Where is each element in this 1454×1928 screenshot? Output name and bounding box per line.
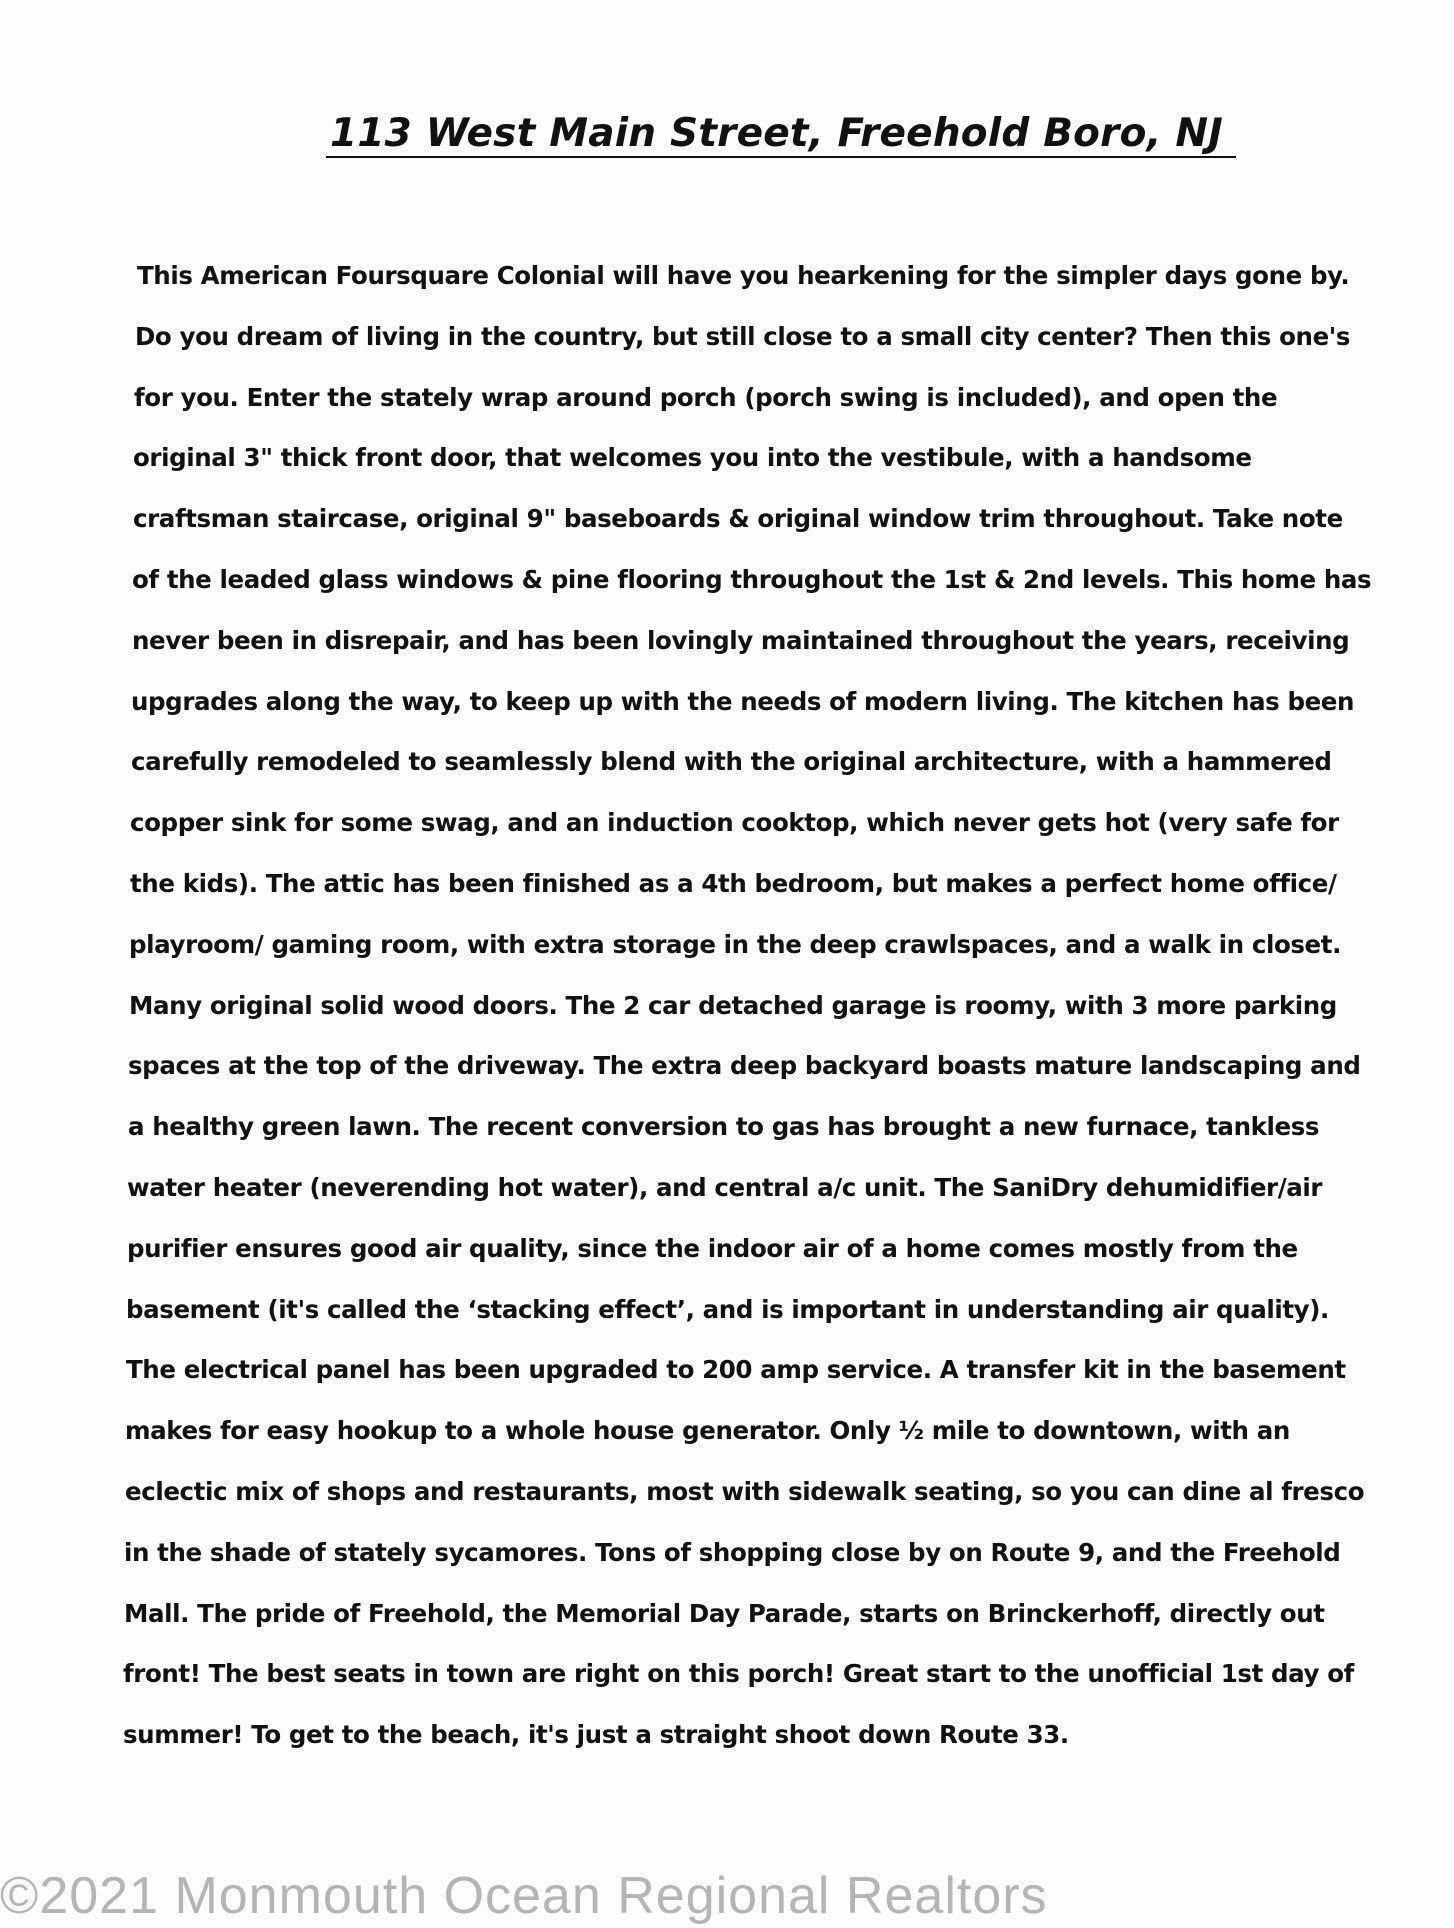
body-line: the kids). The attic has been finished as a 4th bedroom, but makes a perfect home office/ bbox=[130, 868, 1337, 898]
body-line: in the shade of stately sycamores. Tons of shopping close by on Route 9, and the Freehold bbox=[124, 1537, 1341, 1567]
body-line: original 3" thick front door, that welcomes you into the vestibule, with a handsome bbox=[133, 443, 1252, 473]
body-line: Do you dream of living in the country, but still close to a small city center? Then this one's bbox=[135, 321, 1351, 351]
body-line: spaces at the top of the driveway. The extra deep backyard boasts mature landscaping and bbox=[128, 1051, 1361, 1081]
title-underline bbox=[326, 156, 1236, 158]
body-line: a healthy green lawn. The recent conversion to gas has brought a new furnace, tankless bbox=[128, 1112, 1320, 1142]
body-line: carefully remodeled to seamlessly blend with the original architecture, with a hammered bbox=[131, 747, 1332, 777]
body-line: copper sink for some swag, and an induction cooktop, which never gets hot (very safe for bbox=[130, 808, 1339, 838]
body-line: of the leaded glass windows & pine flooring throughout the 1st & 2nd levels. This home has bbox=[132, 564, 1372, 594]
document-title: 113 West Main Street, Freehold Boro, NJ bbox=[330, 111, 1223, 156]
body-line: water heater (neverending hot water), and central a/c unit. The SaniDry dehumidifier/air bbox=[127, 1172, 1323, 1202]
body-line: Many original solid wood doors. The 2 car detached garage is roomy, with 3 more parking bbox=[129, 990, 1337, 1020]
body-line: This American Foursquare Colonial will have you hearkening for the simpler days gone by. bbox=[137, 261, 1350, 290]
body-line: The electrical panel has been upgraded to 200 amp service. A transfer kit in the basement bbox=[126, 1355, 1346, 1385]
body-line: playroom/ gaming room, with extra storage in the deep crawlspaces, and a walk in closet. bbox=[129, 929, 1341, 959]
body-line: makes for easy hookup to a whole house generator. Only ½ mile to downtown, with an bbox=[125, 1416, 1290, 1446]
body-line: eclectic mix of shops and restaurants, most with sidewalk seating, so you can dine al fresco bbox=[125, 1476, 1365, 1506]
body-line: front! The best seats in town are right on this porch! Great start to the unofficial 1st day of bbox=[123, 1659, 1354, 1689]
body-line: upgrades along the way, to keep up with the needs of modern living. The kitchen has been bbox=[131, 686, 1355, 716]
body-line: summer! To get to the beach, it's just a straight shoot down Route 33. bbox=[123, 1720, 1069, 1750]
body-line: basement (it's called the ‘stacking effect’, and is important in understanding air quality). bbox=[126, 1294, 1329, 1324]
body-line: for you. Enter the stately wrap around porch (porch swing is included), and open the bbox=[134, 382, 1278, 412]
body-line: never been in disrepair, and has been lovingly maintained throughout the years, receiving bbox=[132, 625, 1350, 655]
copyright-watermark: ©2021 Monmouth Ocean Regional Realtors bbox=[0, 1867, 1048, 1925]
body-line: Mall. The pride of Freehold, the Memorial Day Parade, starts on Brinckerhoff, directly out bbox=[124, 1598, 1325, 1628]
document-body bbox=[120, 246, 1440, 1766]
body-line: purifier ensures good air quality, since the indoor air of a home comes mostly from the bbox=[127, 1233, 1298, 1263]
body-line: craftsman staircase, original 9" baseboards & original window trim throughout. Take note bbox=[133, 504, 1343, 534]
